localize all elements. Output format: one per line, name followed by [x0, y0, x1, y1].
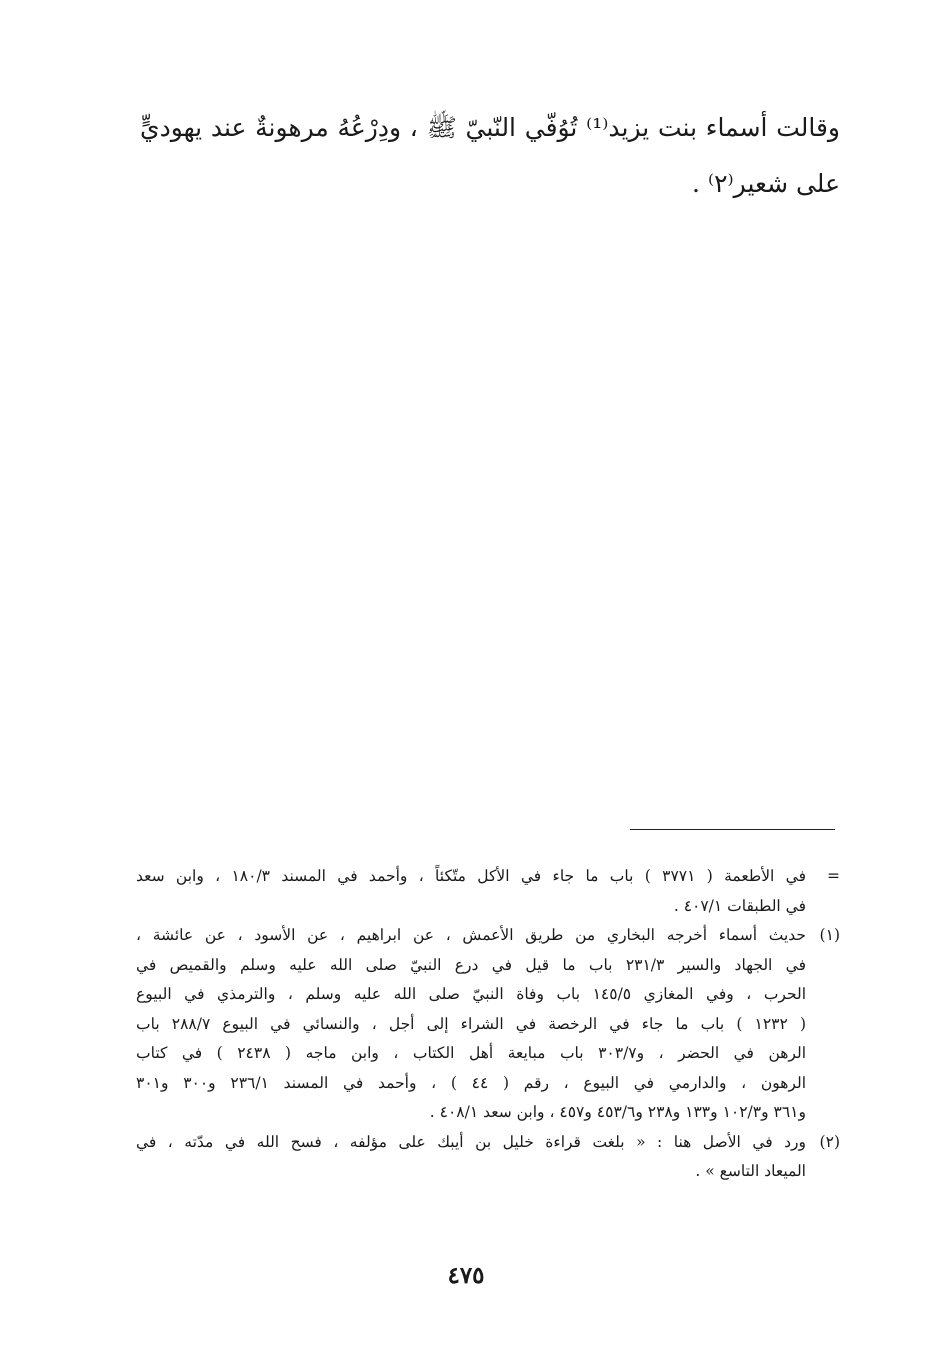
- footnote-line: ورد في الأصل هنا : « بلغت قراءة خليل بن أيبك على مؤلفه ، فسح الله في مدّته ، في: [136, 1132, 806, 1151]
- footnote-divider: [630, 829, 835, 830]
- page-number: ٤٧٥: [447, 1262, 485, 1289]
- footnote-line: في الأطعمة ( ٣٧٧١ ) باب ما جاء في الأكل متّكئاً ، وأحمد في المسند ١٨٠/٣ ، وابن سعد: [136, 867, 807, 885]
- footnote-line: الميعاد التاسع » .: [695, 1162, 806, 1180]
- footnote-line: في الجهاد والسير ٢٣١/٣ باب ما قيل في درع النبيّ صلى الله عليه وسلم والقميص في: [136, 955, 806, 974]
- main-text-line: على شعير⁽٢⁾ .: [692, 169, 840, 198]
- footnote-line: في الطبقات ٤٠٧/١ .: [673, 896, 806, 915]
- footnote-line: الرهن في الحضر ، و٣٠٣/٧ باب مبايعة أهل الكتاب ، وابن ماجه ( ٢٤٣٨ ) في كتاب: [136, 1044, 806, 1062]
- footnote-line: و٣٦١ و١٠٢/٣ و١٣٣ و٢٣٨ و٤٥٣/٦ و٤٥٧ ، وابن سعد ٤٠٨/١ .: [429, 1103, 806, 1121]
- footnote-continuation: [136, 862, 840, 921]
- footnote-marker: =: [827, 867, 840, 885]
- main-text-block: [140, 100, 840, 212]
- footnote-line: حديث أسماء أخرجه البخاري من طريق الأعمش ، عن ابراهيم ، عن الأسود ، عن عائشة ،: [136, 926, 806, 944]
- footnote-line: الرهون ، والدارمي في البيوع ، رقم ( ٤٤ ) ، وأحمد في المسند ٢٣٦/١ و٣٠٠ و٣٠١: [136, 1073, 806, 1092]
- footnote-1: [136, 921, 840, 1128]
- footnote-line: ( ١٢٣٢ ) باب ما جاء في الرخصة في الشراء إلى أجل ، والنسائي في البيوع ٢٨٨/٧ باب: [136, 1014, 806, 1033]
- footnotes-section: [136, 862, 840, 1187]
- footnote-line: الحرب ، وفي المغازي ١٤٥/٥ باب وفاة النبيّ صلى الله عليه وسلم ، والترمذي في البيوع: [136, 985, 807, 1003]
- main-text-line: وقالت أسماء بنت يزيد⁽¹⁾ تُوُفّي النّبيّ ﷺ ، ودِرْعُهُ مرهونةٌ عند يهوديٍّ: [140, 113, 841, 142]
- footnote-marker: (١): [819, 926, 840, 944]
- footnote-2: [136, 1128, 840, 1187]
- footnote-marker: (٢): [819, 1132, 840, 1151]
